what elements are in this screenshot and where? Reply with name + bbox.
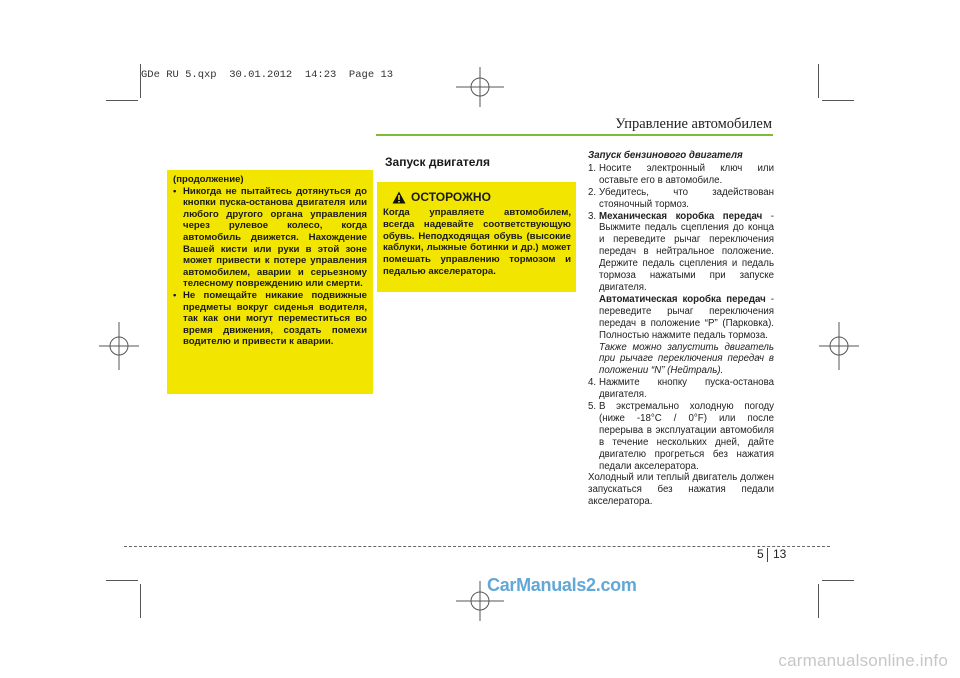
crop-mark <box>822 100 854 101</box>
page-number-divider <box>767 548 768 562</box>
crop-mark <box>106 580 138 581</box>
crop-mark <box>822 580 854 581</box>
registration-mark-icon <box>454 66 506 108</box>
neutral-note: Также можно запустить двигатель при рычаге переключения передач в положении “N” (Нейтраль). <box>599 341 774 377</box>
caution-label: ОСТОРОЖНО <box>411 190 491 204</box>
continued-label: (продолжение) <box>173 174 244 185</box>
automatic-transmission-text: Автоматическая коробка передач - переведите рычаг переключения передач в положение “P” (Парковка). Полностью нажмите педаль тормоза. <box>599 293 774 341</box>
title-rule <box>376 134 773 136</box>
list-item: • Не помещайте никакие подвижные предметы вокруг сиденья водителя, так как они могут переместиться во время движения, создать помехи водителю и привести к аварии. <box>173 290 367 348</box>
site-watermark: carmanualsonline.info <box>778 651 948 670</box>
continued-warning-box <box>167 170 373 394</box>
list-item: 4. Нажмите кнопку пуска-останова двигателя. <box>588 377 774 401</box>
warning-triangle-icon <box>392 191 406 204</box>
gasoline-start-heading: Запуск бензинового двигателя <box>588 150 743 161</box>
footer-dashed-rule <box>124 546 830 547</box>
caution-text: Когда управляете автомобилем, всегда надевайте соответствующую обувь. Неподходящая обувь (высокие каблуки, лыжные ботинки и др.) может помешать управлению тормозом и педалью акселератора. <box>383 207 571 277</box>
warning-list <box>173 186 367 348</box>
page-number: 13 <box>773 547 787 561</box>
carmanuals-brand-link[interactable]: CarManuals2.com <box>487 575 637 595</box>
list-item: 1. Носите электронный ключ или оставьте его в автомобиле. <box>588 162 774 186</box>
crop-mark <box>140 584 141 618</box>
section-title: Управление автомобилем <box>615 116 772 132</box>
list-item: 2. Убедитесь, что задействован стояночный тормоз. <box>588 186 774 210</box>
registration-mark-icon <box>98 320 140 372</box>
engine-start-heading: Запуск двигателя <box>385 155 491 169</box>
list-item: 3. Механическая коробка передач - Выжмите педаль сцепления до конца и переведите рычаг переключения передач в нейтральное положение. Держите педаль сцепления и педаль тормоза нажатыми при запуске двигателя. <box>588 210 774 293</box>
crop-mark <box>818 584 819 618</box>
list-item: 5. В экстремально холодную погоду (ниже -18°C / 0°F) или после перерыва в эксплуатации автомобиля в течение нескольких дней, дайте двигателю прогреться без нажатия педали акселератора. <box>588 401 774 472</box>
caution-box <box>377 182 576 292</box>
registration-mark-icon <box>818 320 860 372</box>
automatic-transmission-label: Автоматическая коробка передач <box>599 293 766 305</box>
crop-mark <box>106 100 138 101</box>
crop-mark <box>818 64 819 98</box>
manual-transmission-label: Механическая коробка передач <box>599 210 763 222</box>
closing-paragraph: Холодный или теплый двигатель должен запускаться без нажатия педали акселератора. <box>588 472 774 508</box>
gasoline-start-section <box>588 150 774 508</box>
list-item: • Никогда не пытайтесь дотянуться до кнопки пуска-останова двигателя или любого другого органа управления через рулевое колесо, когда автомобиль движется. Нахождение Вашей кисти или руки в этой зоне может привести к потере управления автомобилем, аварии и серьезному телесному повреждению или смерти. <box>173 186 367 290</box>
chapter-number: 5 <box>757 547 764 561</box>
caution-header <box>392 190 571 204</box>
print-slug: GDe RU 5.qxp 30.01.2012 14:23 Page 13 <box>141 69 394 81</box>
